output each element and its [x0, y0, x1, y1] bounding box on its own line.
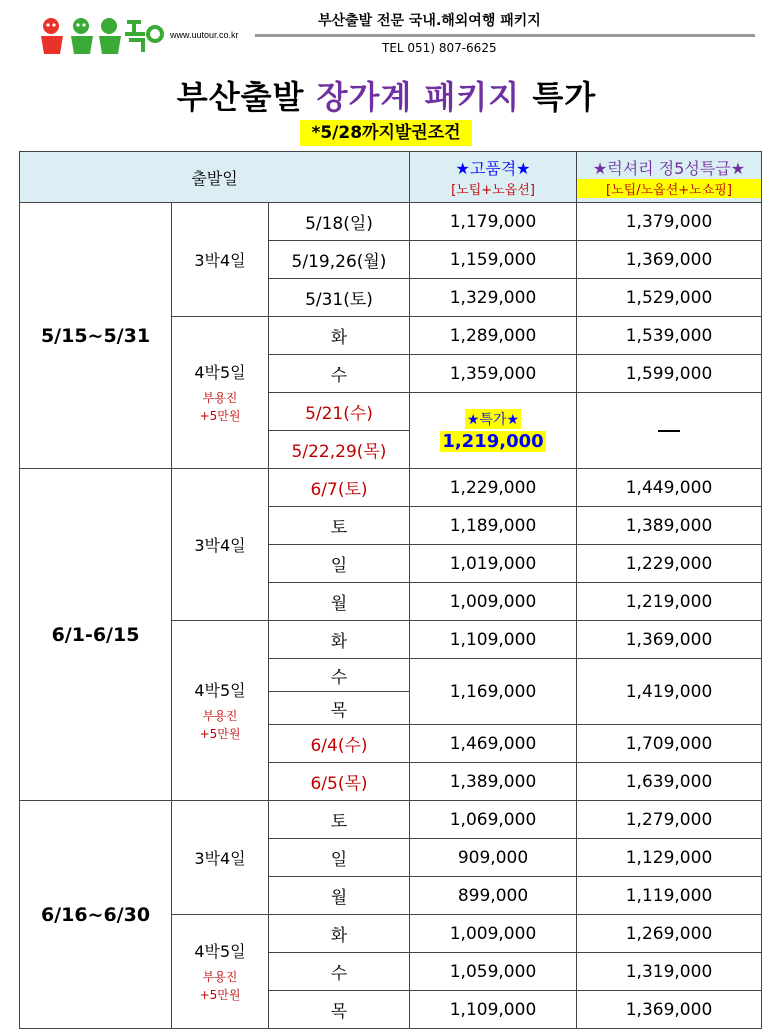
price-premium: 1,169,000	[410, 659, 577, 725]
price-luxury: 1,129,000	[577, 839, 762, 877]
price-luxury: 1,419,000	[577, 659, 762, 725]
period-cell: 6/1-6/15	[20, 469, 172, 801]
luxury-title: ★럭셔리 정5성특급★	[592, 159, 746, 178]
logo	[37, 14, 167, 58]
table-header-row	[20, 152, 762, 203]
day-cell: 목	[269, 692, 410, 725]
day-cell: 6/4(수)	[269, 725, 410, 763]
duration-note: 부용진	[202, 709, 238, 723]
title-part2: 장가계 패키지	[316, 78, 521, 116]
page-title	[0, 72, 773, 118]
duration-cell: 3박4일	[172, 203, 269, 317]
day-cell: 6/5(목)	[269, 763, 410, 801]
premium-title: ★고품격★	[455, 159, 531, 178]
price-premium: 1,359,000	[410, 355, 577, 393]
price-premium: 1,109,000	[410, 621, 577, 659]
day-cell: 6/7(토)	[269, 469, 410, 507]
special-price: 1,219,000	[442, 431, 544, 452]
price-luxury: 1,279,000	[577, 801, 762, 839]
day-cell: 5/21(수)	[269, 393, 410, 431]
price-premium: 1,159,000	[410, 241, 577, 279]
booking-condition: *5/28까지발권조건	[300, 120, 472, 146]
table-row	[20, 203, 762, 241]
day-cell: 월	[269, 877, 410, 915]
price-luxury: 1,639,000	[577, 763, 762, 801]
day-cell: 5/22,29(목)	[269, 431, 410, 469]
table-row	[20, 469, 762, 507]
day-cell: 일	[269, 839, 410, 877]
price-luxury: 1,379,000	[577, 203, 762, 241]
special-label: ★특가★	[465, 409, 521, 429]
luxury-tag: [노팁/노옵션+노쇼핑]	[577, 179, 761, 198]
day-cell: 5/31(토)	[269, 279, 410, 317]
duration-note: 부용진	[202, 970, 238, 984]
day-cell: 화	[269, 915, 410, 953]
price-premium: 1,469,000	[410, 725, 577, 763]
price-luxury: 1,709,000	[577, 725, 762, 763]
telephone: TEL 051) 807-6625	[382, 41, 497, 55]
price-premium: 1,009,000	[410, 583, 577, 621]
header-divider	[255, 34, 755, 37]
price-luxury: 1,369,000	[577, 621, 762, 659]
duration-cell	[172, 621, 269, 801]
price-premium: 1,289,000	[410, 317, 577, 355]
header-premium	[410, 152, 577, 203]
price-luxury: 1,369,000	[577, 991, 762, 1029]
day-cell: 5/18(일)	[269, 203, 410, 241]
price-luxury: 1,529,000	[577, 279, 762, 317]
dash-icon	[658, 430, 680, 432]
day-cell: 화	[269, 317, 410, 355]
price-luxury: 1,119,000	[577, 877, 762, 915]
tagline: 부산출발 전문 국내.해외여행 패키지	[318, 13, 541, 29]
period-cell: 6/16~6/30	[20, 801, 172, 1029]
premium-tag: [노팁+노옵션]	[451, 183, 535, 198]
day-cell: 수	[269, 355, 410, 393]
day-cell: 수	[269, 659, 410, 692]
duration-label: 4박5일	[194, 363, 246, 382]
day-cell: 화	[269, 621, 410, 659]
title-part1: 부산출발	[176, 78, 305, 116]
day-cell: 월	[269, 583, 410, 621]
luxury-na-cell	[577, 393, 762, 469]
price-table	[19, 151, 762, 1029]
price-premium: 1,109,000	[410, 991, 577, 1029]
price-premium: 1,229,000	[410, 469, 577, 507]
day-cell: 토	[269, 801, 410, 839]
duration-cell	[172, 317, 269, 469]
duration-note-surcharge: +5만원	[199, 409, 241, 423]
price-luxury: 1,269,000	[577, 915, 762, 953]
price-luxury: 1,229,000	[577, 545, 762, 583]
price-premium: 1,009,000	[410, 915, 577, 953]
duration-cell: 3박4일	[172, 469, 269, 621]
header-luxury	[577, 152, 762, 203]
day-cell: 토	[269, 507, 410, 545]
period-cell: 5/15~5/31	[20, 203, 172, 469]
day-cell: 수	[269, 953, 410, 991]
price-premium: 909,000	[410, 839, 577, 877]
price-premium: 1,069,000	[410, 801, 577, 839]
price-premium: 899,000	[410, 877, 577, 915]
price-premium: 1,329,000	[410, 279, 577, 317]
price-premium: 1,179,000	[410, 203, 577, 241]
day-cell: 5/19,26(월)	[269, 241, 410, 279]
price-luxury: 1,219,000	[577, 583, 762, 621]
price-luxury: 1,369,000	[577, 241, 762, 279]
price-premium: 1,389,000	[410, 763, 577, 801]
duration-note: 부용진	[202, 391, 238, 405]
duration-note-surcharge: +5만원	[199, 988, 241, 1002]
duration-note-surcharge: +5만원	[199, 727, 241, 741]
price-luxury: 1,449,000	[577, 469, 762, 507]
price-premium: 1,019,000	[410, 545, 577, 583]
title-part3: 특가	[532, 78, 597, 116]
table-row	[20, 801, 762, 839]
price-premium: 1,059,000	[410, 953, 577, 991]
day-cell: 목	[269, 991, 410, 1029]
duration-label: 4박5일	[194, 681, 246, 700]
website-url[interactable]: www.uutour.co.kr	[170, 30, 239, 40]
day-cell: 일	[269, 545, 410, 583]
price-premium: 1,189,000	[410, 507, 577, 545]
special-price-cell	[410, 393, 577, 469]
price-luxury: 1,599,000	[577, 355, 762, 393]
price-luxury: 1,539,000	[577, 317, 762, 355]
duration-label: 4박5일	[194, 942, 246, 961]
duration-cell	[172, 915, 269, 1029]
price-luxury: 1,389,000	[577, 507, 762, 545]
header-departure: 출발일	[20, 152, 410, 203]
price-luxury: 1,319,000	[577, 953, 762, 991]
duration-cell: 3박4일	[172, 801, 269, 915]
